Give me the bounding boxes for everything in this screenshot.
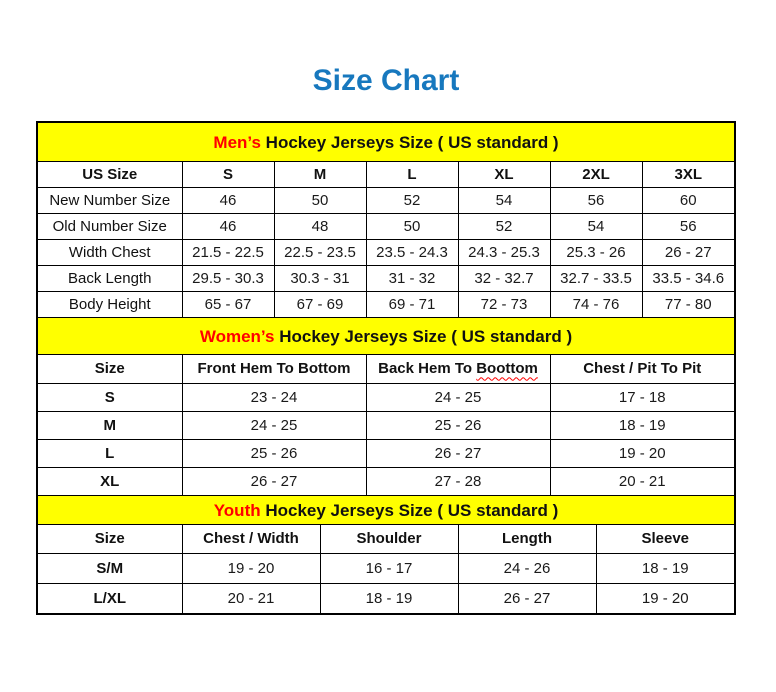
womens-size-table (38, 355, 734, 495)
womens-section-title-band (38, 317, 734, 355)
size-value-cell: 33.5 - 34.6 (642, 265, 734, 291)
size-value-cell: 50 (274, 187, 366, 213)
size-value-cell: 25.3 - 26 (550, 239, 642, 265)
youth-section-title-band (38, 495, 734, 525)
table-row (38, 213, 734, 239)
column-header-3xl: 3XL (642, 162, 734, 187)
size-value-cell: 31 - 32 (366, 265, 458, 291)
size-value-cell: 65 - 67 (182, 291, 274, 317)
table-row (38, 291, 734, 317)
row-label-xl: XL (38, 467, 182, 495)
size-value-cell: 54 (550, 213, 642, 239)
column-header-xl: XL (458, 162, 550, 187)
size-value-cell: 32.7 - 33.5 (550, 265, 642, 291)
youth-title-rest: Hockey Jerseys Size ( US standard ) (260, 501, 559, 520)
mens-accent-label: Men’s (213, 133, 261, 152)
column-header-size: Size (38, 525, 182, 553)
size-chart-tables (36, 121, 736, 615)
table-row (38, 439, 734, 467)
table-row (38, 187, 734, 213)
column-header-size: Size (38, 355, 182, 383)
size-value-cell: 60 (642, 187, 734, 213)
size-value-cell: 56 (642, 213, 734, 239)
size-value-cell: 17 - 18 (550, 383, 734, 411)
table-row (38, 553, 734, 583)
size-value-cell: 25 - 26 (182, 439, 366, 467)
size-value-cell: 22.5 - 23.5 (274, 239, 366, 265)
size-value-cell: 26 - 27 (458, 583, 596, 613)
row-label-s: S (38, 383, 182, 411)
row-label-back-length: Back Length (38, 265, 182, 291)
size-value-cell: 26 - 27 (182, 467, 366, 495)
column-header-s: S (182, 162, 274, 187)
table-row (38, 467, 734, 495)
size-value-cell: 19 - 20 (550, 439, 734, 467)
row-label-lxl: L/XL (38, 583, 182, 613)
size-value-cell: 18 - 19 (550, 411, 734, 439)
size-value-cell: 50 (366, 213, 458, 239)
back-hem-misspelled-word: Boottom (476, 360, 538, 378)
row-label-old-number-size: Old Number Size (38, 213, 182, 239)
size-value-cell: 23.5 - 24.3 (366, 239, 458, 265)
column-header-us-size: US Size (38, 162, 182, 187)
size-value-cell: 72 - 73 (458, 291, 550, 317)
youth-accent-label: Youth (213, 501, 261, 520)
page-title: Size Chart (312, 64, 460, 97)
size-value-cell: 56 (550, 187, 642, 213)
womens-header-row (38, 355, 734, 383)
size-value-cell: 23 - 24 (182, 383, 366, 411)
size-value-cell: 26 - 27 (642, 239, 734, 265)
size-value-cell: 52 (366, 187, 458, 213)
table-row (38, 239, 734, 265)
size-value-cell: 46 (182, 213, 274, 239)
youth-header-row (38, 525, 734, 553)
size-value-cell: 20 - 21 (550, 467, 734, 495)
size-value-cell: 18 - 19 (320, 583, 458, 613)
size-value-cell: 21.5 - 22.5 (182, 239, 274, 265)
size-value-cell: 24 - 25 (182, 411, 366, 439)
column-header-back-hem (366, 355, 550, 383)
size-value-cell: 54 (458, 187, 550, 213)
column-header-chest-width: Chest / Width (182, 525, 320, 553)
size-value-cell: 48 (274, 213, 366, 239)
size-value-cell: 69 - 71 (366, 291, 458, 317)
size-value-cell: 74 - 76 (550, 291, 642, 317)
size-value-cell: 25 - 26 (366, 411, 550, 439)
size-value-cell: 32 - 32.7 (458, 265, 550, 291)
size-value-cell: 67 - 69 (274, 291, 366, 317)
size-value-cell: 77 - 80 (642, 291, 734, 317)
size-value-cell: 19 - 20 (182, 553, 320, 583)
youth-size-table (38, 525, 734, 613)
size-value-cell: 26 - 27 (366, 439, 550, 467)
back-hem-label-prefix: Back Hem To (378, 360, 477, 378)
table-row (38, 383, 734, 411)
table-row (38, 265, 734, 291)
row-label-body-height: Body Height (38, 291, 182, 317)
size-value-cell: 24.3 - 25.3 (458, 239, 550, 265)
mens-section-title-band (38, 123, 734, 162)
size-value-cell: 52 (458, 213, 550, 239)
size-value-cell: 30.3 - 31 (274, 265, 366, 291)
row-label-m: M (38, 411, 182, 439)
column-header-length: Length (458, 525, 596, 553)
column-header-front-hem: Front Hem To Bottom (182, 355, 366, 383)
size-value-cell: 24 - 26 (458, 553, 596, 583)
row-label-l: L (38, 439, 182, 467)
column-header-l: L (366, 162, 458, 187)
size-value-cell: 24 - 25 (366, 383, 550, 411)
mens-size-table (38, 162, 734, 317)
column-header-shoulder: Shoulder (320, 525, 458, 553)
womens-title-rest: Hockey Jerseys Size ( US standard ) (274, 327, 573, 346)
column-header-2xl: 2XL (550, 162, 642, 187)
size-value-cell: 29.5 - 30.3 (182, 265, 274, 291)
column-header-m: M (274, 162, 366, 187)
row-label-sm: S/M (38, 553, 182, 583)
size-value-cell: 27 - 28 (366, 467, 550, 495)
size-value-cell: 18 - 19 (596, 553, 734, 583)
table-row (38, 583, 734, 613)
row-label-new-number-size: New Number Size (38, 187, 182, 213)
row-label-width-chest: Width Chest (38, 239, 182, 265)
column-header-sleeve: Sleeve (596, 525, 734, 553)
mens-header-row (38, 162, 734, 187)
size-value-cell: 16 - 17 (320, 553, 458, 583)
womens-accent-label: Women’s (199, 327, 275, 346)
mens-title-rest: Hockey Jerseys Size ( US standard ) (260, 133, 559, 152)
size-value-cell: 20 - 21 (182, 583, 320, 613)
size-value-cell: 46 (182, 187, 274, 213)
table-row (38, 411, 734, 439)
size-value-cell: 19 - 20 (596, 583, 734, 613)
column-header-chest-pit: Chest / Pit To Pit (550, 355, 734, 383)
